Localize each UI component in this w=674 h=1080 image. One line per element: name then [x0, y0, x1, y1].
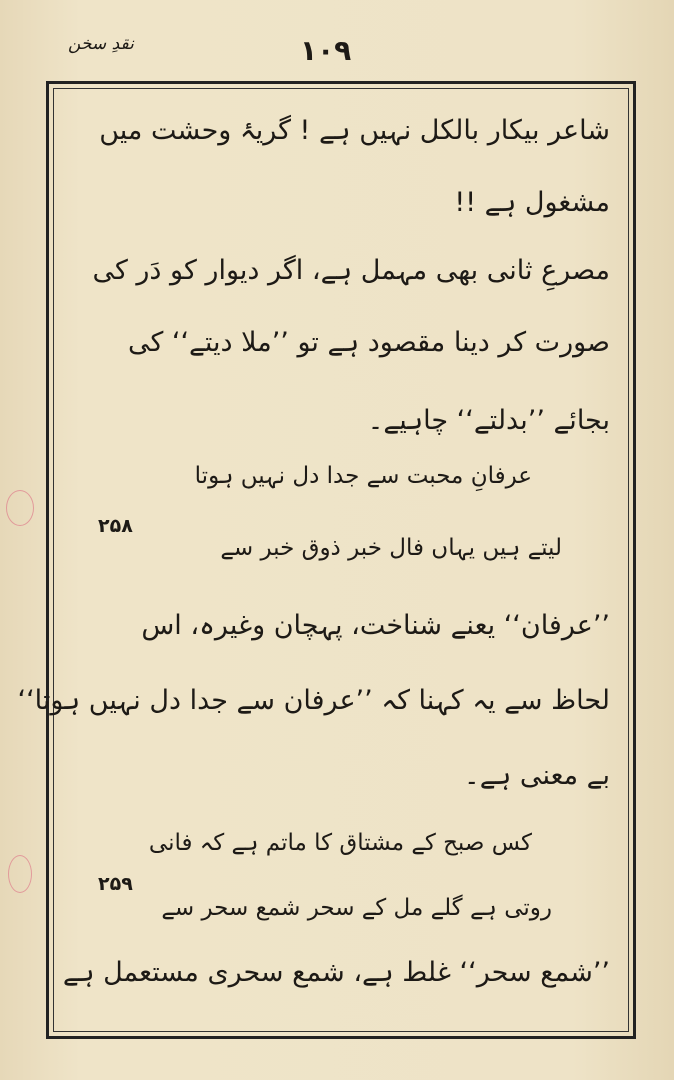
- paragraph-line: مصرعِ ثانی بھی مہمل ہے، اگر دیوار کو دَر کی: [92, 255, 610, 286]
- verse-line: عرفانِ محبت سے جدا دل نہیں ہوتا: [194, 463, 532, 489]
- page-body: [17, 95, 622, 1025]
- paragraph-line: صورت کر دینا مقصود ہے تو ’’ملا دیتے‘‘ کی: [127, 327, 610, 358]
- margin-pencil-mark: [6, 490, 34, 526]
- verse-line: لیتے ہیں یہاں فال خبر ذوق خبر سے: [220, 535, 562, 561]
- paragraph-line: بے معنی ہے۔: [463, 760, 610, 791]
- paragraph-line: بجائے ’’بدلتے‘‘ چاہیے۔: [367, 405, 610, 436]
- page-number: ۱۰۹: [300, 34, 352, 67]
- verse-line: کس صبح کے مشتاق کا ماتم ہے کہ فانی: [148, 830, 532, 856]
- paragraph-line: لحاظ سے یہ کہنا کہ ’’عرفان سے جدا دل نہیں ہوتا‘‘: [17, 685, 610, 716]
- paragraph-line: مشغول ہے !!: [454, 187, 610, 218]
- verse-number: ۲۵۸: [98, 515, 133, 537]
- verse-line: روتی ہے گلے مل کے سحر شمع سحر سے: [161, 895, 552, 921]
- paragraph-line: شاعر بیکار بالکل نہیں ہے ! گریۂ وحشت میں: [99, 115, 610, 146]
- margin-pencil-mark: [8, 855, 32, 893]
- paragraph-line: ’’عرفان‘‘ یعنے شناخت، پہچان وغیرہ، اس: [141, 610, 610, 641]
- paragraph-line: ’’شمع سحر‘‘ غلط ہے، شمع سحری مستعمل ہے: [62, 957, 610, 988]
- verse-number: ۲۵۹: [98, 873, 133, 895]
- running-header-title: نقدِ سخن: [68, 34, 134, 54]
